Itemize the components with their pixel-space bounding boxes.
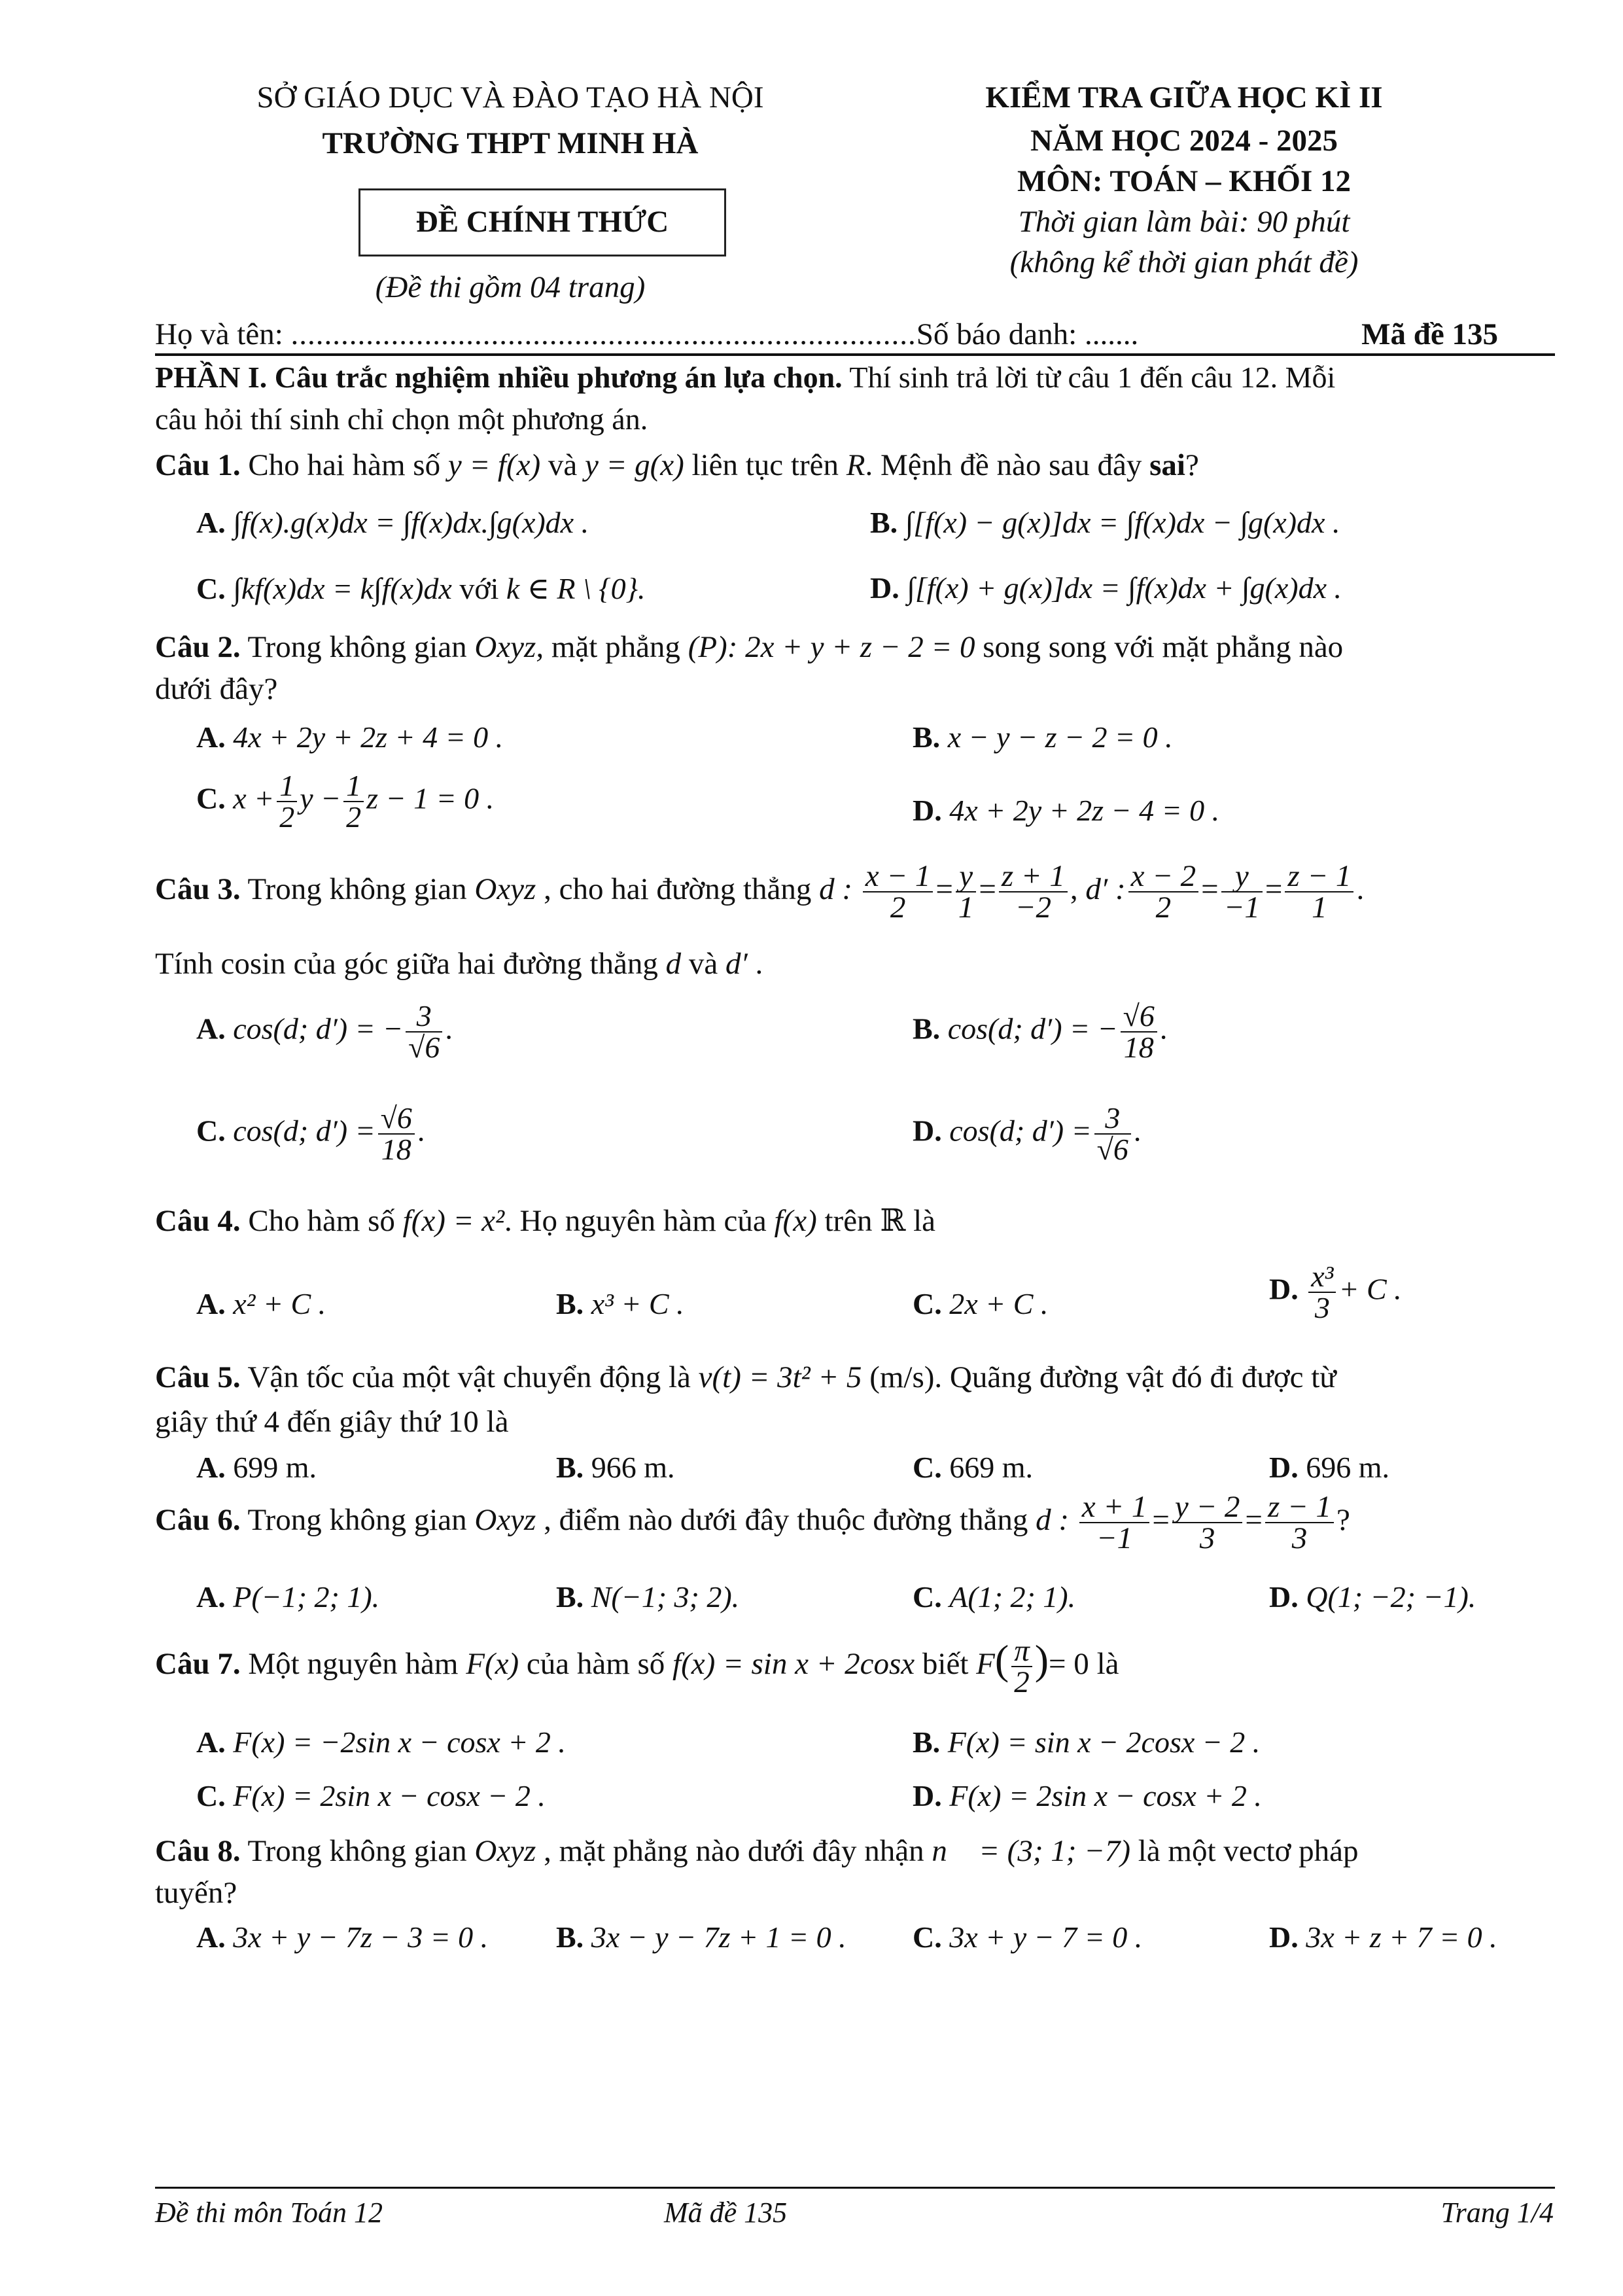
footer-subject: Đề thi môn Toán 12 — [155, 2197, 383, 2229]
fraction: $\frac{1}{2}$ — [343, 771, 364, 832]
q8-option-a[interactable]: A. 3x + y − 7z − 3 = 0 . — [196, 1920, 489, 1954]
official-exam-box: ĐỀ CHÍNH THỨC — [358, 188, 726, 256]
fraction: $\frac{y}{1}$ — [956, 861, 977, 923]
question-5: Câu 5. Vận tốc của một vật chuyển động là v(t) = 3t² + 5 (m/s). Quãng đường vật đó đi được từ — [155, 1360, 1336, 1394]
q4-option-b[interactable]: B. x³ + C . — [556, 1287, 684, 1320]
q5-option-b[interactable]: B. 966 m. — [556, 1451, 675, 1484]
q1-option-d[interactable]: D. ∫[f(x) + g(x)]dx = ∫f(x)dx + ∫g(x)dx . — [870, 571, 1342, 605]
id-label: Số báo danh: ....... — [916, 317, 1139, 351]
q7-option-c[interactable]: C. F(x) = 2sin x − cosx − 2 . — [196, 1779, 546, 1812]
footer-code: Mã đề 135 — [664, 2197, 788, 2229]
question-1-label: Câu 1. — [155, 448, 241, 482]
question-8-label: Câu 8. — [155, 1834, 241, 1868]
q3-option-d[interactable]: D. cos(d; d′) = $\frac{3}{√6}$ . — [913, 1101, 1142, 1166]
fraction: $\frac{√6}{18}$ — [378, 1103, 415, 1165]
question-3-line2: Tính cosin của góc giữa hai đường thẳng d và d′ . — [155, 947, 763, 981]
q4-option-c[interactable]: C. 2x + C . — [913, 1287, 1049, 1320]
q3-option-c[interactable]: C. cos(d; d′) = $\frac{√6}{18}$ . — [196, 1101, 425, 1166]
q5-option-c[interactable]: C. 669 m. — [913, 1451, 1034, 1484]
question-1: Câu 1. Cho hai hàm số y = f(x) và y = g(x) liên tục trên R. Mệnh đề nào sau đây sai? — [155, 448, 1199, 482]
q3-option-a[interactable]: A. cos(d; d′) = − $\frac{3}{√6}$ . — [196, 999, 453, 1064]
question-6-label: Câu 6. — [155, 1502, 241, 1537]
q8-option-c[interactable]: C. 3x + y − 7 = 0 . — [913, 1920, 1143, 1954]
school-name: TRƯỜNG THPT MINH HÀ — [322, 126, 699, 160]
q1-option-c[interactable]: C. ∫kf(x)dx = k∫f(x)dx với k ∈ R \ {0}. — [196, 572, 646, 605]
fraction: $\frac{3}{√6}$ — [1094, 1103, 1131, 1165]
fraction: $\frac{√6}{18}$ — [1121, 1001, 1157, 1063]
question-6: Câu 6. Trong không gian Oxyz , điểm nào dưới đây thuộc đường thẳng d : $\frac{x + 1}{-1}$ = $\frac{y - 2}{3}$ = $\frac{z - 1}{3}$ ? — [155, 1490, 1350, 1555]
q6-option-d[interactable]: D. Q(1; −2; −1). — [1269, 1580, 1476, 1614]
question-7-label: Câu 7. — [155, 1647, 241, 1681]
name-label: Họ và tên: — [155, 317, 291, 351]
fraction: $\frac{z - 1}{3}$ — [1265, 1492, 1334, 1553]
fraction: $\frac{x - 1}{2}$ — [863, 861, 934, 923]
q5-option-d[interactable]: D. 696 m. — [1269, 1451, 1390, 1484]
fraction: $\frac{x - 2}{2}$ — [1128, 861, 1199, 923]
q4-option-a[interactable]: A. x² + C . — [196, 1287, 326, 1320]
question-4: Câu 4. Cho hàm số f(x) = x². Họ nguyên hàm của f(x) trên ℝ là — [155, 1204, 936, 1238]
footer-page-number: Trang 1/4 — [1440, 2197, 1554, 2229]
pages-note: (Đề thi gồm 04 trang) — [375, 270, 646, 304]
q1-option-a[interactable]: A. ∫f(x).g(x)dx = ∫f(x)dx.∫g(x)dx . — [196, 506, 589, 539]
q2-option-b[interactable]: B. x − y − z − 2 = 0 . — [913, 720, 1173, 754]
school-year: NĂM HỌC 2024 - 2025 — [1030, 124, 1338, 158]
q6-option-c[interactable]: C. A(1; 2; 1). — [913, 1580, 1076, 1614]
question-7: Câu 7. Một nguyên hàm F(x) của hàm số f(x) = sin x + 2cosx biết F( $\frac{\pi}{2}$ )= 0 là — [155, 1634, 1119, 1700]
q7-option-a[interactable]: A. F(x) = −2sin x − cosx + 2 . — [196, 1725, 566, 1759]
fraction: $\frac{x + 1}{-1}$ — [1079, 1492, 1150, 1553]
q1-option-b[interactable]: B. ∫[f(x) − g(x)]dx = ∫f(x)dx − ∫g(x)dx . — [870, 506, 1340, 539]
fraction: $\frac{\text{x³}}{3}$ — [1308, 1262, 1336, 1323]
q3-option-b[interactable]: B. cos(d; d′) = − $\frac{√6}{18}$ . — [913, 999, 1168, 1064]
fraction: $\frac{1}{2}$ — [277, 771, 297, 832]
fraction: $\frac{3}{√6}$ — [406, 1001, 442, 1063]
footer-divider — [155, 2187, 1555, 2189]
exam-title: KIỂM TRA GIỮA HỌC KÌ II — [985, 80, 1383, 115]
question-3-label: Câu 3. — [155, 872, 241, 906]
part1-instruction-line2: câu hỏi thí sinh chỉ chọn một phương án. — [155, 402, 648, 436]
q2-option-a[interactable]: A. 4x + 2y + 2z + 4 = 0 . — [196, 720, 504, 754]
part1-title: PHẦN I. Câu trắc nghiệm nhiều phương án lựa chọn. — [155, 361, 843, 394]
q7-option-d[interactable]: D. F(x) = 2sin x − cosx + 2 . — [913, 1779, 1262, 1812]
q6-option-b[interactable]: B. N(−1; 3; 2). — [556, 1580, 740, 1614]
question-2-line2: dưới đây? — [155, 672, 278, 706]
fraction: $\frac{\pi}{2}$ — [1011, 1636, 1032, 1697]
exam-code: Mã đề 135 — [1361, 317, 1498, 351]
q2-option-c[interactable]: C. x + $\frac{1}{2}$ y − $\frac{1}{2}$ z − 1 = 0 . — [196, 769, 495, 834]
subject: MÔN: TOÁN – KHỐI 12 — [1017, 164, 1352, 198]
name-dots: ........................................................................... — [290, 317, 916, 351]
question-8: Câu 8. Trong không gian Oxyz , mặt phẳng nào dưới đây nhận n⃗ = (3; 1; −7) là một vectơ pháp — [155, 1834, 1359, 1868]
department-name: SỞ GIÁO DỤC VÀ ĐÀO TẠO HÀ NỘI — [256, 80, 764, 115]
question-5-line2: giây thứ 4 đến giây thứ 10 là — [155, 1405, 509, 1439]
fraction: $\frac{y}{-1}$ — [1221, 861, 1263, 923]
exam-time: Thời gian làm bài: 90 phút — [1018, 205, 1350, 239]
q2-option-d[interactable]: D. 4x + 2y + 2z − 4 = 0 . — [913, 794, 1220, 827]
part1-instruction: Thí sinh trả lời từ câu 1 đến câu 12. Mỗi — [842, 361, 1336, 394]
question-4-label: Câu 4. — [155, 1204, 241, 1238]
exam-time-note: (không kể thời gian phát đề) — [1009, 245, 1359, 279]
header-divider — [155, 353, 1555, 356]
q5-option-a[interactable]: A. 699 m. — [196, 1451, 317, 1484]
question-2: Câu 2. Trong không gian Oxyz, mặt phẳng (P): 2x + y + z − 2 = 0 song song với mặt phẳng nào — [155, 630, 1344, 664]
question-8-line2: tuyến? — [155, 1876, 237, 1910]
fraction: $\frac{z + 1}{-2}$ — [999, 861, 1068, 923]
q8-option-d[interactable]: D. 3x + z + 7 = 0 . — [1269, 1920, 1497, 1954]
fraction: $\frac{y - 2}{3}$ — [1172, 1492, 1243, 1553]
question-5-label: Câu 5. — [155, 1360, 241, 1394]
question-3: Câu 3. Trong không gian Oxyz , cho hai đường thẳng d : $\frac{x - 1}{2}$ = $\frac{y}{1}$ = $\frac{z + 1}{-2}$ , d′ : $\frac{x - 2}{2}$ = $\frac{y}{-1}$ = $\frac{z - 1}{1}$ . — [155, 859, 1365, 925]
q4-option-d[interactable]: D. $\frac{\text{x³}}{3}$ + C . — [1269, 1260, 1402, 1324]
fraction: $\frac{z - 1}{1}$ — [1285, 861, 1353, 923]
q7-option-b[interactable]: B. F(x) = sin x − 2cosx − 2 . — [913, 1725, 1261, 1759]
candidate-info-line — [155, 315, 1463, 353]
question-2-label: Câu 2. — [155, 630, 241, 664]
part1-heading — [155, 360, 1555, 395]
q8-option-b[interactable]: B. 3x − y − 7z + 1 = 0 . — [556, 1920, 846, 1954]
q6-option-a[interactable]: A. P(−1; 2; 1). — [196, 1580, 380, 1614]
